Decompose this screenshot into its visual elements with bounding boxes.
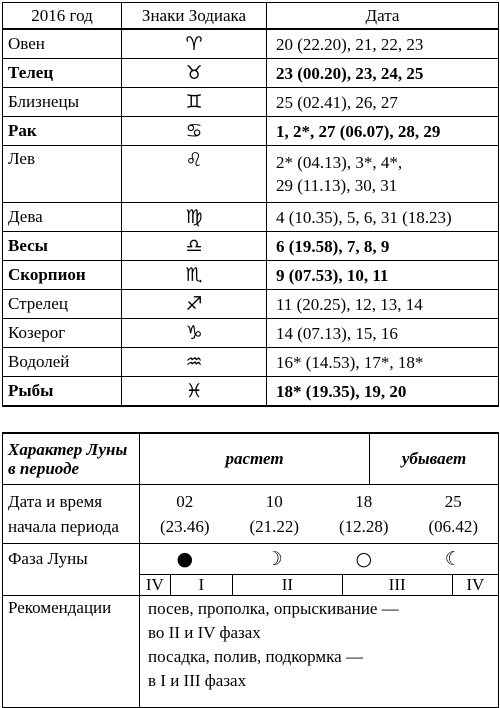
zodiac-body [3, 29, 499, 406]
zodiac-row [3, 232, 499, 261]
date-line: 14 (07.13), 15, 16 [276, 323, 398, 343]
zodiac-symbol-icon: ♐ [122, 290, 267, 319]
header-signs: Знаки Зодиака [122, 3, 267, 30]
sign-dates [267, 319, 499, 348]
moon-quarter-label: III [342, 575, 452, 595]
full-moon-icon: ● [176, 548, 194, 570]
character-label-line-1: Характер Луны [8, 440, 128, 459]
zodiac-row [3, 59, 499, 88]
date-line: 9 (07.53), 10, 11 [276, 265, 389, 285]
sign-name: Овен [3, 29, 122, 59]
waning-crescent-icon: ☾ [444, 548, 462, 570]
zodiac-symbol-icon: ♓ [122, 377, 267, 407]
header-year: 2016 год [3, 3, 122, 30]
recommendation-line: во II и IV фазах [148, 623, 261, 642]
zodiac-symbol-icon: ♉ [122, 59, 267, 88]
date-line: 4 (10.35), 5, 6, 31 (18.23) [276, 207, 452, 227]
zodiac-symbol-icon: ♈ [122, 29, 267, 59]
zodiac-symbol-icon: ♑ [122, 319, 267, 348]
waxing-crescent-icon: ☽ [265, 548, 283, 570]
zodiac-row [3, 146, 499, 203]
period-label [3, 485, 140, 544]
zodiac-row [3, 319, 499, 348]
sign-name: Рыбы [3, 377, 122, 407]
zodiac-row [3, 117, 499, 146]
sign-name: Лев [3, 146, 122, 203]
sign-dates [267, 29, 499, 59]
new-moon-icon: ○ [355, 548, 373, 570]
zodiac-table [2, 2, 499, 407]
period-day: 18 [355, 492, 373, 511]
period-label-line-2: начала периода [8, 517, 119, 536]
sign-dates [267, 290, 499, 319]
sign-name: Рак [3, 117, 122, 146]
period-time: (06.42) [428, 517, 479, 536]
zodiac-symbol-icon: ♒ [122, 348, 267, 377]
zodiac-symbol-icon: ♍ [122, 203, 267, 232]
period-date [140, 489, 230, 539]
sign-dates [267, 348, 499, 377]
zodiac-header-row [3, 3, 499, 30]
header-dates: Дата [267, 3, 499, 30]
period-time: (12.28) [338, 517, 389, 536]
sign-dates [267, 232, 499, 261]
sign-dates [267, 261, 499, 290]
date-line: 6 (19.58), 7, 8, 9 [276, 236, 390, 256]
period-time: (21.22) [249, 517, 300, 536]
waning-label: убывает [370, 433, 499, 485]
character-label-line-2: в периоде [8, 459, 80, 478]
zodiac-row [3, 290, 499, 319]
sign-dates [267, 117, 499, 146]
sign-name: Стрелец [3, 290, 122, 319]
sign-name: Скорпион [3, 261, 122, 290]
sign-dates [267, 377, 499, 407]
date-line: 18* (19.35), 19, 20 [276, 381, 407, 401]
sign-name: Водолей [3, 348, 122, 377]
period-date [409, 489, 499, 539]
recommendation-line: посадка, полив, подкормка — [148, 647, 363, 666]
sign-name: Близнецы [3, 88, 122, 117]
zodiac-row [3, 348, 499, 377]
zodiac-row [3, 203, 499, 232]
period-date [230, 489, 320, 539]
date-line: 2* (04.13), 3*, 4*, [276, 153, 403, 172]
sign-name: Козерог [3, 319, 122, 348]
zodiac-symbol-icon: ♊ [122, 88, 267, 117]
period-day: 25 [444, 492, 462, 511]
period-day: 10 [265, 492, 283, 511]
sign-name: Весы [3, 232, 122, 261]
recommendations-text [140, 596, 499, 708]
moon-recommendations-row [3, 596, 499, 708]
sign-dates [267, 59, 499, 88]
date-line: 16* (14.53), 17*, 18* [276, 352, 424, 372]
moon-quarter-label: IV [145, 575, 164, 594]
sign-name: Дева [3, 203, 122, 232]
moon-phase-row [3, 544, 499, 596]
moon-quarter-label: IV [452, 575, 498, 595]
date-line: 25 (02.41), 26, 27 [276, 92, 398, 112]
moon-quarter-label: II [232, 575, 342, 595]
period-time: (23.46) [159, 517, 210, 536]
phase-label: Фаза Луны [3, 544, 140, 596]
period-date [319, 489, 409, 539]
zodiac-row [3, 377, 499, 407]
period-label-line-1: Дата и время [8, 492, 103, 511]
zodiac-symbol-icon: ♌ [122, 146, 267, 203]
zodiac-row [3, 88, 499, 117]
period-day: 02 [176, 492, 194, 511]
sign-name: Телец [3, 59, 122, 88]
zodiac-row [3, 29, 499, 59]
recommendations-label: Рекомендации [3, 596, 140, 708]
moon-period-row [3, 485, 499, 544]
zodiac-symbol-icon: ♏ [122, 261, 267, 290]
date-line: 29 (11.13), 30, 31 [276, 176, 398, 195]
zodiac-row [3, 261, 499, 290]
sign-dates [267, 88, 499, 117]
moon-table [2, 432, 499, 708]
moon-character-label [3, 433, 140, 485]
date-line: 1, 2*, 27 (06.07), 28, 29 [276, 121, 441, 141]
recommendation-line: посев, прополка, опрыскивание — [148, 599, 399, 618]
sign-dates [267, 203, 499, 232]
period-dates [140, 485, 499, 544]
recommendation-line: в I и III фазах [148, 671, 247, 690]
phase-cell [140, 544, 499, 596]
date-line: 23 (00.20), 23, 24, 25 [276, 63, 424, 83]
sign-dates [267, 146, 499, 203]
date-line: 20 (22.20), 21, 22, 23 [276, 34, 424, 54]
zodiac-symbol-icon: ♎ [122, 232, 267, 261]
zodiac-symbol-icon: ♋ [122, 117, 267, 146]
date-line: 11 (20.25), 12, 13, 14 [276, 294, 423, 314]
waxing-label: растет [140, 433, 370, 485]
moon-quarter-label: I [170, 575, 232, 595]
moon-character-row [3, 433, 499, 485]
